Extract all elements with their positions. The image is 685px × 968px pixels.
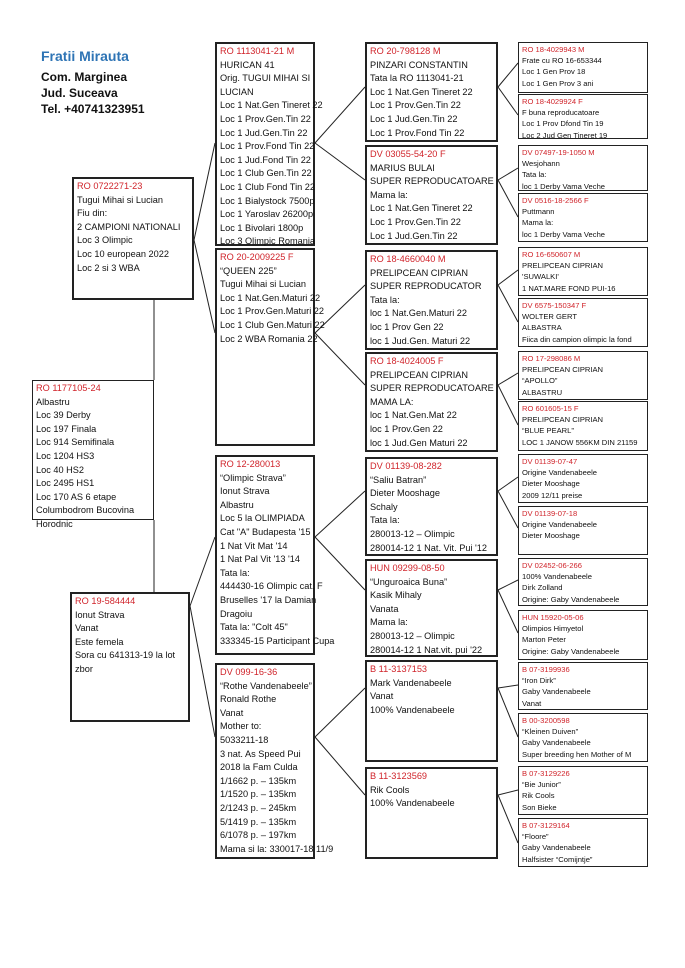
pedigree-line: “Rothe Vandenabeele” bbox=[220, 680, 312, 691]
pedigree-line: 3 nat. As Speed Pui bbox=[220, 748, 301, 759]
pedigree-line: Loc 2 Jud Gen Tineret 19 bbox=[522, 130, 608, 140]
pedigree-line: 280013-12 – Olimpic bbox=[370, 528, 455, 539]
pedigree-line: PRELIPCEAN CIPRIAN bbox=[522, 415, 604, 425]
pedigree-line: ALBASTRA bbox=[522, 323, 562, 333]
ring-number: DV 03055-54-20 F bbox=[370, 149, 446, 159]
pedigree-line: Frate cu RO 16-653344 bbox=[522, 56, 602, 66]
pedigree-line: Albastru bbox=[36, 396, 70, 407]
pedigree-line: Vanata bbox=[370, 603, 399, 614]
pedigree-line: Este femela bbox=[75, 636, 124, 647]
pedigree-line: Fiica din campion olimpic la fond bbox=[522, 334, 632, 344]
pedigree-line: Vanat bbox=[220, 707, 244, 718]
pedigree-line: 2018 la Fam Culda bbox=[220, 762, 298, 773]
gen4-card bbox=[518, 94, 648, 139]
pigeon-card bbox=[32, 380, 154, 529]
pedigree-line: Dragoiu bbox=[220, 608, 253, 619]
pedigree-line: Puttmann bbox=[522, 207, 555, 217]
pedigree-line: Ronald Rothe bbox=[220, 694, 277, 705]
ring-number: HUN 15920-05-06 bbox=[522, 613, 584, 622]
pedigree-line: Marton Peter bbox=[522, 635, 566, 645]
pedigree-line: 6/1078 p. – 197km bbox=[220, 830, 297, 841]
pedigree-line: Loc 1 Jud.Fond Tin 22 bbox=[220, 154, 311, 165]
pedigree-line: Tata la: bbox=[220, 567, 250, 578]
gen4-card bbox=[518, 662, 648, 710]
gen4-card bbox=[518, 298, 648, 347]
pedigree-line: loc 1 Derby Vama Veche bbox=[522, 181, 606, 191]
pedigree-line: Vanat bbox=[370, 691, 394, 702]
pedigree-line: 2009 12/11 preise bbox=[522, 490, 583, 500]
pedigree-line: loc 1 Prov Gen 22 bbox=[370, 321, 444, 332]
pedigree-line: Tugui Mihai si Lucian bbox=[77, 194, 163, 205]
pedigree-line: Loc 1 Prov.Fond Tin 22 bbox=[370, 127, 465, 138]
pedigree-line: Loc 1 Prov.Fond Tin 22 bbox=[220, 141, 315, 152]
gen3-card bbox=[365, 559, 498, 657]
pedigree-line: Dirk Zolland bbox=[522, 583, 563, 593]
pedigree-line: Dieter Mooshage bbox=[370, 488, 440, 499]
pedigree-line: PINZARI CONSTANTIN bbox=[370, 59, 468, 70]
gen3-card bbox=[365, 352, 498, 452]
pedigree-line: 1 NAT.MARE FOND PUI-16 bbox=[522, 283, 616, 293]
pedigree-line: loc 1 Jud.Gen. Maturi 22 bbox=[370, 335, 471, 346]
ring-number: DV 0516-18-2566 F bbox=[522, 196, 589, 205]
gen4-card bbox=[518, 247, 648, 296]
ring-number: RO 601605-15 F bbox=[522, 404, 579, 413]
pedigree-line: Loc 914 Semifinala bbox=[36, 437, 115, 448]
pedigree-line: Tata la: bbox=[370, 515, 400, 526]
pedigree-line: Loc 3 Olimpic bbox=[77, 235, 133, 246]
gen2-card bbox=[215, 42, 323, 247]
gen3-card bbox=[365, 767, 498, 859]
breeder-address-line: Com. Marginea bbox=[41, 70, 128, 84]
breeder-phone: Tel. +40741323951 bbox=[41, 102, 145, 116]
pedigree-line: loc 1 Prov.Gen 22 bbox=[370, 423, 443, 434]
pedigree-line: Mama si la: 330017-18 11/9 bbox=[220, 843, 334, 854]
gen4-card bbox=[518, 401, 648, 451]
pedigree-line: 1 Nat Vit Mat '14 bbox=[220, 540, 288, 551]
pedigree-line: Tata la: bbox=[370, 294, 400, 305]
gen4-card bbox=[518, 193, 648, 242]
pedigree-line: Ionut Strava bbox=[75, 609, 125, 620]
pedigree-line: Super breeding hen Mother of M bbox=[522, 749, 632, 759]
pedigree-line: Loc 1 Gen Prov 18 bbox=[522, 67, 586, 77]
pedigree-line: ALBASTRU bbox=[522, 387, 563, 397]
gen4-card bbox=[518, 818, 648, 867]
pedigree-line: Dieter Mooshage bbox=[522, 479, 580, 489]
pedigree-line: “Kleinen Duiven” bbox=[522, 727, 579, 737]
ring-number: RO 18-4660040 M bbox=[370, 254, 446, 264]
pedigree-line: Bruselles '17 la Damian bbox=[220, 594, 317, 605]
ring-number: DV 6575-150347 F bbox=[522, 301, 587, 310]
pedigree-line: Mark Vandenabeele bbox=[370, 677, 452, 688]
pedigree-line: Loc 2 si 3 WBA bbox=[77, 262, 140, 273]
ring-number: DV 07497-19-1050 M bbox=[522, 148, 595, 157]
pedigree-line: Tata la RO 1113041-21 bbox=[370, 73, 464, 84]
ring-number: B 11-3123569 bbox=[370, 771, 428, 781]
ring-number: RO 17-298086 M bbox=[522, 354, 581, 363]
pedigree-line: SUPER REPRODUCATOARE bbox=[370, 383, 494, 394]
pedigree-line: Loc 170 AS 6 etape bbox=[36, 491, 117, 502]
ring-number: B 07-3129164 bbox=[522, 821, 570, 830]
pedigree-line: Schaly bbox=[370, 501, 398, 512]
pedigree-line: Vanat bbox=[522, 698, 542, 708]
ring-number: RO 20-798128 M bbox=[370, 46, 441, 56]
gen3-card bbox=[365, 145, 498, 245]
pedigree-line: Orig. TUGUI MIHAI SI bbox=[220, 73, 311, 84]
pedigree-line: Loc 40 HS2 bbox=[36, 464, 85, 475]
pedigree-line: Loc 1204 HS3 bbox=[36, 450, 95, 461]
pedigree-line: PRELIPCEAN CIPRIAN bbox=[522, 365, 604, 375]
ring-number: RO 0722271-23 bbox=[77, 181, 143, 191]
pedigree-line: Loc 1 Yaroslav 26200p bbox=[220, 209, 314, 220]
pedigree-line: Wesjohann bbox=[522, 159, 560, 169]
ring-number: RO 20-2009225 F bbox=[220, 252, 294, 262]
gen4-card bbox=[518, 145, 648, 191]
pedigree-line: PRELIPCEAN CIPRIAN bbox=[370, 267, 469, 278]
ring-number: RO 1113041-21 M bbox=[220, 46, 295, 56]
pedigree-line: Loc 10 european 2022 bbox=[77, 248, 169, 259]
ring-number: RO 18-4029943 M bbox=[522, 45, 585, 54]
pedigree-line: PRELIPCEAN CIPRIAN bbox=[370, 369, 469, 380]
gen4-card bbox=[518, 713, 648, 762]
pedigree-line: Horodnic bbox=[36, 518, 73, 529]
pedigree-line: Origine: Gaby Vandenabeele bbox=[522, 594, 620, 604]
pedigree-line: Tata la: bbox=[522, 170, 547, 180]
ring-number: RO 1177105-24 bbox=[36, 383, 101, 393]
ring-number: DV 01139-07-47 bbox=[522, 457, 578, 466]
ring-number: B 07-3199936 bbox=[522, 665, 570, 674]
pedigree-line: 'SUWALKI' bbox=[522, 272, 559, 282]
pedigree-line: Sora cu 641313-19 la lot bbox=[75, 650, 176, 661]
pedigree-line: 100% Vandenabeele bbox=[370, 798, 455, 809]
ring-number: DV 02452-06-266 bbox=[522, 561, 582, 570]
pedigree-line: “Iron Dirk” bbox=[522, 676, 556, 686]
pedigree-line: F buna reproducatoare bbox=[522, 108, 600, 118]
pedigree-line: MARIUS BULAI bbox=[370, 162, 435, 173]
pedigree-line: Albastru bbox=[220, 499, 254, 510]
pedigree-line: Loc 1 Jud.Gen.Tin 22 bbox=[220, 127, 308, 138]
pedigree-line: “Unguroaica Buna” bbox=[370, 576, 448, 587]
gen4-card bbox=[518, 558, 648, 606]
pedigree-line: HURICAN 41 bbox=[220, 59, 275, 70]
pedigree-line: Loc 1 Club Fond Tin 22 bbox=[220, 181, 315, 192]
dam-card bbox=[70, 592, 190, 722]
pedigree-line: 2/1243 p. – 245km bbox=[220, 802, 297, 813]
pedigree-line: 280014-12 1 Nat.vit. pui '22 bbox=[370, 644, 483, 655]
ring-number: DV 099-16-36 bbox=[220, 667, 278, 677]
pedigree-line: Tugui Mihai si Lucian bbox=[220, 279, 306, 290]
pedigree-line: 1 Nat Pal Vit '13 '14 bbox=[220, 554, 300, 565]
pedigree-line: Gaby Vandenabeele bbox=[522, 843, 591, 853]
gen2-card bbox=[215, 248, 325, 446]
pedigree-line: Origine Vandenabeele bbox=[522, 520, 598, 530]
breeder-county-line: Jud. Suceava bbox=[41, 86, 118, 100]
pedigree-line: 280013-12 – Olimpic bbox=[370, 630, 455, 641]
gen4-card bbox=[518, 454, 648, 503]
pedigree-line: Rik Cools bbox=[370, 784, 410, 795]
ring-number: RO 12-280013 bbox=[220, 459, 281, 469]
pedigree-line: Origine: Gaby Vandenabeele bbox=[522, 646, 620, 656]
pedigree-line: Halfsister “Comijntje” bbox=[522, 854, 593, 864]
gen2-card bbox=[215, 455, 335, 655]
pedigree-line: Loc 1 Jud.Gen.Tin 22 bbox=[370, 230, 458, 241]
pedigree-line: Loc 1 Nat.Gen.Maturi 22 bbox=[220, 292, 321, 303]
pedigree-line: “BLUE PEARL” bbox=[522, 426, 574, 436]
pedigree-line: Loc 2 WBA Romania 22 bbox=[220, 333, 318, 344]
breeder-name: Fratii Mirauta bbox=[41, 48, 129, 64]
pedigree-line: Rik Cools bbox=[522, 791, 555, 801]
pedigree-line: Vanat bbox=[75, 623, 99, 634]
pedigree-line: loc 1 Derby Vama Veche bbox=[522, 229, 606, 239]
sire-card bbox=[72, 177, 194, 300]
pedigree-line: MAMA LA: bbox=[370, 396, 414, 407]
pedigree-line: zbor bbox=[75, 663, 93, 674]
pedigree-line: Loc 5 la OLIMPIADA bbox=[220, 513, 305, 524]
pedigree-line: Columbodrom Bucovina bbox=[36, 505, 135, 516]
ring-number: HUN 09299-08-50 bbox=[370, 563, 445, 573]
gen4-card bbox=[518, 766, 648, 815]
pedigree-line: Mother to: bbox=[220, 721, 262, 732]
pedigree-line: 1/1662 p. – 135km bbox=[220, 775, 297, 786]
pedigree-line: Loc 2495 HS1 bbox=[36, 478, 95, 489]
pedigree-line: 100% Vandenabeele bbox=[522, 572, 592, 582]
ring-number: B 11-3137153 bbox=[370, 664, 428, 674]
pedigree-line: LUCIAN bbox=[220, 86, 254, 97]
pedigree-line: Loc 3 Olimpic Romania bbox=[220, 236, 315, 247]
pedigree-line: Loc 1 Club Gen.Tin 22 bbox=[220, 168, 312, 179]
pedigree-line: Loc 197 Finala bbox=[36, 423, 97, 434]
pedigree-line: Mama la: bbox=[370, 617, 408, 628]
pedigree-line: PRELIPCEAN CIPRIAN bbox=[522, 261, 604, 271]
gen4-card bbox=[518, 351, 648, 400]
ring-number: RO 18-4029924 F bbox=[522, 97, 583, 106]
pedigree-line: “QUEEN 225” bbox=[220, 265, 277, 276]
pedigree-line: Loc 1 Bivolari 1800p bbox=[220, 222, 304, 233]
pedigree-line: Gaby Vandenabeele bbox=[522, 687, 591, 697]
ring-number: RO 19-584444 bbox=[75, 596, 136, 606]
pedigree-line: loc 1 Jud.Gen Maturi 22 bbox=[370, 437, 468, 448]
pedigree-line: Gaby Vandenabeele bbox=[522, 738, 591, 748]
gen4-card bbox=[518, 610, 648, 660]
pedigree-line: Mama la: bbox=[522, 218, 554, 228]
pedigree-line: Loc 1 Prov.Gen.Maturi 22 bbox=[220, 306, 325, 317]
pedigree-line: “Bie Junior” bbox=[522, 780, 561, 790]
pedigree-line: “Floore” bbox=[522, 832, 549, 842]
ring-number: DV 01139-08-282 bbox=[370, 461, 442, 471]
gen3-card bbox=[365, 42, 498, 142]
pedigree-line: Olimpios Himyetol bbox=[522, 624, 584, 634]
ring-number: B 00-3200598 bbox=[522, 716, 570, 725]
pedigree-line: Loc 1 Nat.Gen Tineret 22 bbox=[370, 86, 473, 97]
pedigree-line: Loc 1 Prov.Gen.Tin 22 bbox=[220, 113, 311, 124]
pedigree-line: 5033211-18 bbox=[220, 734, 269, 745]
pedigree-line: SUPER REPRODUCATOR bbox=[370, 281, 482, 292]
pedigree-line: 100% Vandenabeele bbox=[370, 704, 455, 715]
pedigree-line: Kasik Mihaly bbox=[370, 590, 422, 601]
pedigree-line: Loc 1 Nat.Gen Tineret 22 bbox=[370, 203, 473, 214]
pedigree-line: Loc 1 Prov Dfond Tin 19 bbox=[522, 119, 604, 129]
ring-number: RO 16-650607 M bbox=[522, 250, 581, 259]
ring-number: B 07-3129226 bbox=[522, 769, 570, 778]
pedigree-line: 5/1419 p. – 135km bbox=[220, 816, 297, 827]
pedigree-line: “APOLLO” bbox=[522, 376, 558, 386]
pedigree-line: “Saliu Batran” bbox=[370, 474, 427, 485]
pedigree-line: Origine Vandenabeele bbox=[522, 468, 598, 478]
pedigree-line: Loc 1 Prov.Gen.Tin 22 bbox=[370, 216, 461, 227]
pedigree-line: loc 1 Nat.Gen.Maturi 22 bbox=[370, 308, 468, 319]
gen4-card bbox=[518, 506, 648, 555]
pedigree-line: Ionut Strava bbox=[220, 486, 270, 497]
pedigree-line: LOC 1 JANOW 556KM DIN 21159 bbox=[522, 437, 638, 447]
ring-number: RO 18-4024005 F bbox=[370, 356, 444, 366]
pedigree-line: 444430-16 Olimpic cat. F bbox=[220, 581, 323, 592]
pedigree-line: Fiu din: bbox=[77, 208, 108, 219]
pedigree-line: Loc 1 Jud.Gen.Tin 22 bbox=[370, 113, 458, 124]
pedigree-line: 2 CAMPIONI NATIONALI bbox=[77, 221, 181, 232]
pedigree-line: Loc 1 Club Gen.Maturi 22 bbox=[220, 319, 325, 330]
pedigree-line: Loc 1 Nat.Gen Tineret 22 bbox=[220, 100, 323, 111]
pedigree-line: 1/1520 p. – 135km bbox=[220, 789, 297, 800]
gen3-card bbox=[365, 457, 498, 556]
ring-number: DV 01139-07-18 bbox=[522, 509, 578, 518]
pedigree-line: Mama la: bbox=[370, 189, 408, 200]
pedigree-line: SUPER REPRODUCATOARE bbox=[370, 176, 494, 187]
pedigree-line: Tata la: "Colt 45" bbox=[220, 622, 288, 633]
gen4-card bbox=[518, 42, 648, 93]
pedigree-line: 333345-15 Participant Cupa bbox=[220, 635, 335, 646]
gen3-card bbox=[365, 660, 498, 762]
pedigree-line: loc 1 Nat.Gen.Mat 22 bbox=[370, 410, 457, 421]
pedigree-line: Loc 1 Prov.Gen.Tin 22 bbox=[370, 100, 461, 111]
gen3-card bbox=[365, 250, 498, 350]
pedigree-line: “Olimpic Strava” bbox=[220, 472, 286, 483]
pedigree-line: Dieter Mooshage bbox=[522, 531, 580, 541]
pedigree-line: Cat "A" Budapesta '15 bbox=[220, 526, 311, 537]
pedigree-line: Loc 1 Bialystock 7500p bbox=[220, 195, 315, 206]
pedigree-line: Loc 1 Gen Prov 3 ani bbox=[522, 78, 594, 88]
gen2-card bbox=[215, 663, 334, 859]
pedigree-line: Son Bieke bbox=[522, 802, 557, 812]
pedigree-line: WOLTER GERT bbox=[522, 312, 577, 322]
pedigree-line: Loc 39 Derby bbox=[36, 410, 91, 421]
pedigree-line: 280014-12 1 Nat. Vit. Pui '12 bbox=[370, 542, 488, 553]
